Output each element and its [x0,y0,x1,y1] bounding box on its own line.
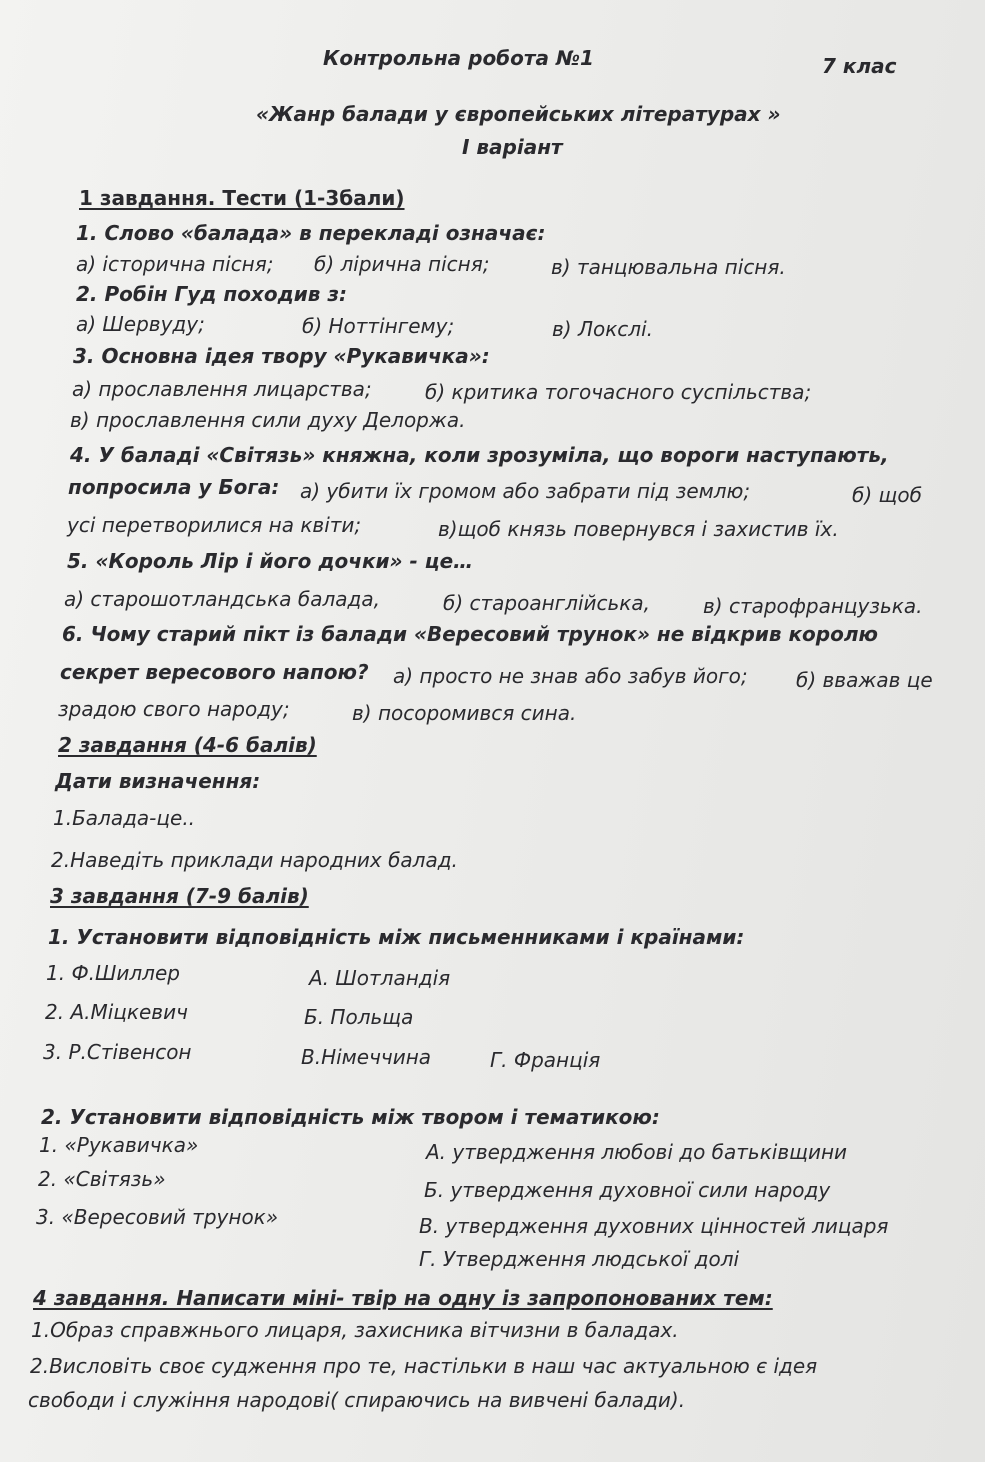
task3-q2-work-3: 3. «Вересовий трунок» [36,1205,279,1229]
variant-label: І варіант [462,135,563,159]
grade-label: 7 клас [822,54,897,78]
task3-q1-writer-3: 3. Р.Стівенсон [43,1040,192,1064]
task2-item-2: 2.Наведіть приклади народних балад. [51,848,458,872]
task1-q4-option-b-start: б) щоб [852,483,922,507]
task1-q1-option-b: б) лірична пісня; [314,252,490,276]
task3-q2-theme-b: Б. утвердження духовної сили народу [424,1178,831,1202]
topic-title: «Жанр балади у європейських літературах » [256,102,781,126]
task1-q1-question: 1. Слово «балада» в перекладі означає: [76,221,546,245]
task3-q2-work-2: 2. «Світязь» [38,1167,166,1191]
task1-q6-question-line1: 6. Чому старий пікт із балади «Вересовий трунок» не відкрив королю [62,622,878,646]
task3-q1-writer-2: 2. А.Міцкевич [45,1000,188,1024]
task1-q4-option-a: а) убити їх громом або забрати під землю; [300,479,751,503]
task1-q4-question-line1: 4. У баладі «Світязь» княжна, коли зрозуміла, що вороги наступають, [70,443,889,467]
task3-q1-country-c: В.Німеччина [301,1045,432,1069]
task1-q2-option-a: а) Шервуду; [76,312,205,336]
task4-item-1: 1.Образ справжнього лицаря, захисника вітчизни в баладах. [31,1318,679,1342]
task1-heading: 1 завдання. Тести (1-3бали) [79,186,405,210]
task3-q2-theme-d: Г. Утвердження людської долі [419,1247,740,1271]
task3-q2-theme-c: В. утвердження духовних цінностей лицаря [419,1214,889,1238]
task1-q6-option-b-start: б) вважав це [796,668,933,692]
task1-q5-option-b: б) староанглійська, [443,591,650,615]
task3-q2-question: 2. Установити відповідність між твором і тематикою: [41,1105,660,1129]
task1-q4-option-b-end: усі перетворилися на квіти; [67,513,362,537]
task1-q4-option-c: в)щоб князь повернувся і захистив їх. [438,517,839,541]
task1-q6-option-b-end: зрадою свого народу; [58,697,290,721]
task3-q2-work-1: 1. «Рукавичка» [39,1133,199,1157]
task1-q6-question-line2: секрет вересового напою? [60,660,369,684]
task1-q3-option-c: в) прославлення сили духу Делоржа. [70,408,466,432]
task2-item-1: 1.Балада-це.. [53,806,196,830]
task1-q3-option-b: б) критика тогочасного суспільства; [425,380,812,404]
page-title: Контрольна робота №1 [323,46,594,70]
task1-q6-option-a: а) просто не знав або забув його; [393,664,748,688]
task4-heading: 4 завдання. Написати міні- твір на одну із запропонованих тем: [33,1286,773,1310]
task1-q6-option-c: в) посоромився сина. [352,701,577,725]
task3-q1-question: 1. Установити відповідність між письменниками і країнами: [48,925,745,949]
task1-q2-question: 2. Робін Гуд походив з: [76,282,347,306]
task2-instruction: Дати визначення: [55,769,261,793]
task1-q1-option-c: в) танцювальна пісня. [551,255,786,279]
task3-q2-theme-a: А. утвердження любові до батьківщини [426,1140,848,1164]
task2-heading: 2 завдання (4-6 балів) [58,733,317,757]
task1-q2-option-b: б) Ноттінгему; [302,314,455,338]
task1-q1-option-a: а) історична пісня; [76,252,274,276]
task1-q2-option-c: в) Локслі. [552,317,653,341]
task3-q1-country-b: Б. Польща [304,1005,414,1029]
task1-q5-option-a: а) старошотландська балада, [64,587,380,611]
task3-q1-writer-1: 1. Ф.Шиллер [46,961,180,985]
task1-q4-question-line2: попросила у Бога: [68,475,280,499]
task1-q3-question: 3. Основна ідея твору «Рукавичка»: [73,344,490,368]
task1-q3-option-a: а) прославлення лицарства; [72,377,372,401]
task1-q5-question: 5. «Король Лір і його дочки» - це… [67,549,474,573]
task4-item-2-line1: 2.Висловіть своє судження про те, настільки в наш час актуальною є ідея [30,1354,818,1378]
task3-q1-country-d: Г. Франція [490,1048,601,1072]
task3-q1-country-a: А. Шотландія [309,966,451,990]
task3-heading: 3 завдання (7-9 балів) [50,884,309,908]
task1-q5-option-c: в) старофранцузька. [703,594,923,618]
task4-item-2-line2: свободи і служіння народові( спираючись на вивчені балади). [28,1388,686,1412]
